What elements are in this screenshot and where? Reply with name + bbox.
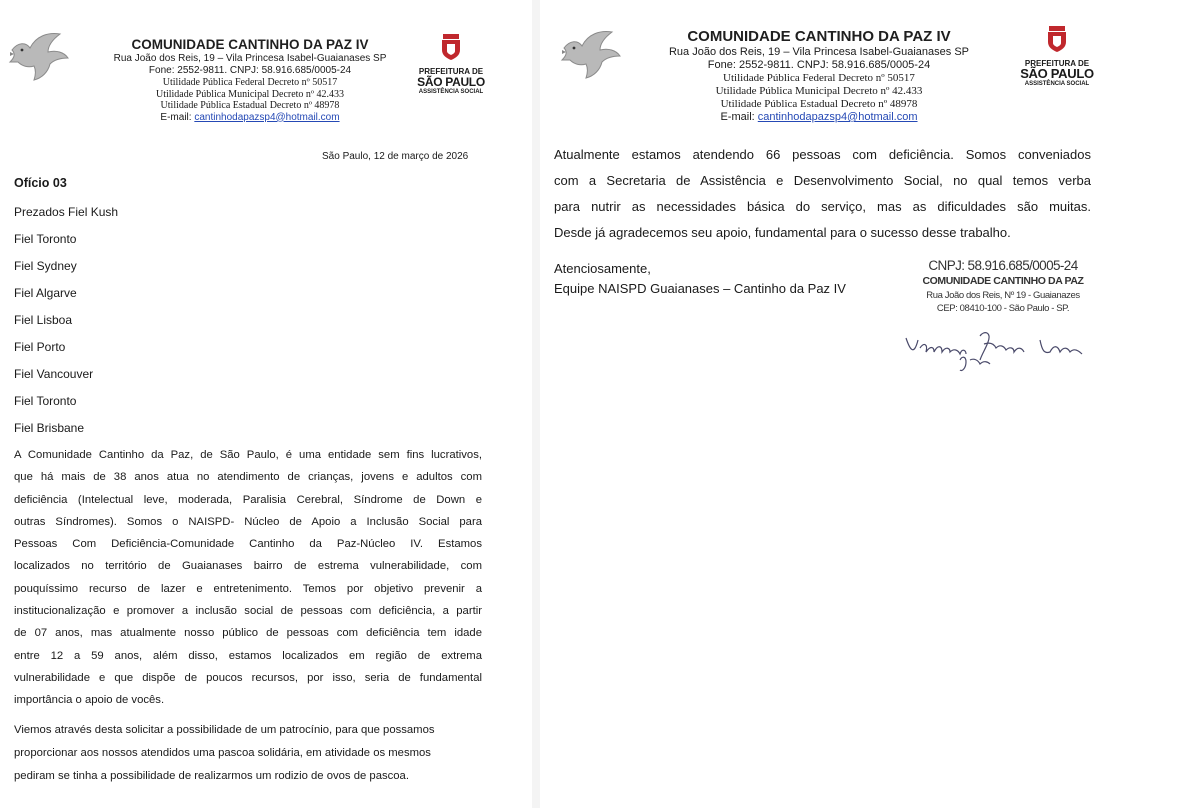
letterhead (100, 36, 400, 124)
letter-page-2 (540, 0, 1200, 808)
logo-line1: PREFEITURA DE (418, 67, 484, 76)
paragraph-line: entre 12 a 59 anos, além disso, estamos localizados em região de extrema (14, 649, 482, 662)
decree-estadual: Utilidade Pública Estadual Decreto nº 48978 (160, 100, 340, 111)
prefeitura-logo (1014, 26, 1100, 88)
recipient-line: Fiel Toronto (14, 394, 77, 408)
letterhead (654, 27, 984, 124)
paragraph-line: que há mais de 38 anos atua no atendimento de crianças, jovens e adultos com (14, 471, 482, 484)
paragraph-line: Viemos através desta solicitar a possibilidade de um patrocínio, para que possamos (14, 724, 435, 736)
decree-municipal: Utilidade Pública Municipal Decreto nº 42.433 (715, 85, 923, 97)
decree-estadual: Utilidade Pública Estadual Decreto nº 48978 (720, 98, 918, 110)
crest-icon (1046, 26, 1068, 52)
handwritten-signature (900, 326, 1090, 376)
logo-line2: SÃO PAULO (417, 75, 485, 89)
dove-logo-icon (560, 26, 622, 82)
recipient-line: Fiel Sydney (14, 259, 77, 273)
recipient-line: Fiel Toronto (14, 232, 77, 246)
org-name: COMUNIDADE CANTINHO DA PAZ IV (131, 37, 369, 52)
paragraph-line: Desde já agradecemos seu apoio, fundamental para o sucesso desse trabalho. (554, 225, 1011, 240)
prefeitura-logo (414, 34, 488, 96)
org-address: Rua João dos Reis, 19 – Vila Princesa Isabel-Guaianases SP (113, 53, 387, 64)
paragraph-line: vulnerabilidade e que dispõe de poucos recursos, por isso, seria de fundamental (14, 671, 482, 684)
stamp-address: Rua João dos Reis, Nº 19 - Guaianazes (926, 290, 1080, 301)
org-email-row (100, 112, 400, 124)
stamp-name: COMUNIDADE CANTINHO DA PAZ (922, 275, 1084, 287)
recipient-line: Fiel Brisbane (14, 421, 85, 435)
paragraph-line: Pessoas Com Deficiência-Comunidade Cantinho da Paz-Núcleo IV. Estamos (14, 538, 482, 551)
org-address: Rua João dos Reis, 19 – Vila Princesa Isabel-Guaianases SP (668, 46, 970, 58)
paragraph-line: para nutrir as necessidades básica do serviço, mas as dificuldades são muitas. (554, 199, 1091, 214)
email-link[interactable]: cantinhodapazsp4@hotmail.com (194, 111, 340, 123)
dove-logo-icon (8, 28, 70, 84)
paragraph-line: institucionalização e promover a inclusão social de pessoas com deficiência, a partir (14, 605, 482, 618)
closing-greeting: Atenciosamente, (554, 261, 651, 276)
cnpj-stamp (918, 257, 1088, 315)
paragraph-line: de 07 anos, mas atualmente nosso público de pessoas com deficiência tem idade (14, 627, 482, 640)
recipient-line: Fiel Algarve (14, 286, 77, 300)
body-paragraph-2 (14, 719, 482, 788)
paragraph-line: outras Síndromes). Somos o NAISPD- Núcleo de Apoio a Inclusão Social para (14, 515, 482, 528)
letter-page-1 (0, 0, 540, 808)
email-link[interactable]: cantinhodapazsp4@hotmail.com (757, 111, 918, 123)
org-phone: Fone: 2552-9811. CNPJ: 58.916.685/0005-24 (148, 65, 352, 76)
crest-icon (440, 34, 462, 60)
recipient-line: Fiel Vancouver (14, 367, 94, 381)
logo-line1: PREFEITURA DE (1024, 59, 1090, 68)
stamp-cep: CEP: 08410-100 - São Paulo - SP. (936, 303, 1070, 314)
org-email-row (654, 111, 984, 124)
paragraph-line: localizados no território de Guaianases bairro de estrema vulnerabilidade, com (14, 560, 482, 573)
logo-line3: ASSISTÊNCIA SOCIAL (1024, 81, 1090, 87)
org-phone: Fone: 2552-9811. CNPJ: 58.916.685/0005-24 (707, 59, 931, 71)
stamp-cnpj: CNPJ: 58.916.685/0005-24 (928, 258, 1078, 273)
recipient-line: Fiel Porto (14, 340, 66, 354)
decree-federal: Utilidade Pública Federal Decreto nº 50517 (162, 77, 338, 88)
paragraph-line: importância o apoio de vocês. (14, 694, 165, 707)
email-label: E-mail: (160, 111, 192, 123)
recipient-line: Prezados Fiel Kush (14, 205, 119, 219)
paragraph-line: pediram se tinha a possibilidade de realizarmos um rodizio de ovos de pascoa. (14, 770, 409, 782)
paragraph-line: A Comunidade Cantinho da Paz, de São Paulo, é uma entidade sem fins lucrativos, (14, 449, 482, 461)
team-signature: Equipe NAISPD Guaianases – Cantinho da Paz IV (554, 281, 846, 296)
recipient-line: Fiel Lisboa (14, 313, 73, 327)
body-paragraph-1 (14, 444, 482, 712)
logo-line2: SÃO PAULO (1020, 66, 1094, 81)
paragraph-line: Atualmente estamos atendendo 66 pessoas com deficiência. Somos conveniados (554, 147, 1091, 162)
body-paragraph (554, 142, 1091, 246)
org-name: COMUNIDADE CANTINHO DA PAZ IV (687, 28, 951, 45)
oficio-title: Ofício 03 (14, 176, 67, 190)
paragraph-line: pouquíssimo recurso de lazer e entretenimento. Temos por objetivo prevenir a (14, 582, 482, 595)
paragraph-line: proporcionar aos nossos atendidos uma pascoa solidária, em atividade os mesmos (14, 747, 431, 759)
letter-date: São Paulo, 12 de março de 2026 (322, 151, 469, 162)
paragraph-line: com a Secretaria de Assistência e Desenvolvimento Social, no qual temos verba (554, 173, 1091, 188)
decree-federal: Utilidade Pública Federal Decreto nº 50517 (723, 72, 915, 84)
email-label: E-mail: (720, 111, 755, 123)
decree-municipal: Utilidade Pública Municipal Decreto nº 42.433 (155, 88, 345, 100)
paragraph-line: deficiência (Intelectual leve, moderada, Paralisia Cerebral, Síndrome de Down e (14, 493, 482, 506)
logo-line3: ASSISTÊNCIA SOCIAL (418, 89, 484, 95)
